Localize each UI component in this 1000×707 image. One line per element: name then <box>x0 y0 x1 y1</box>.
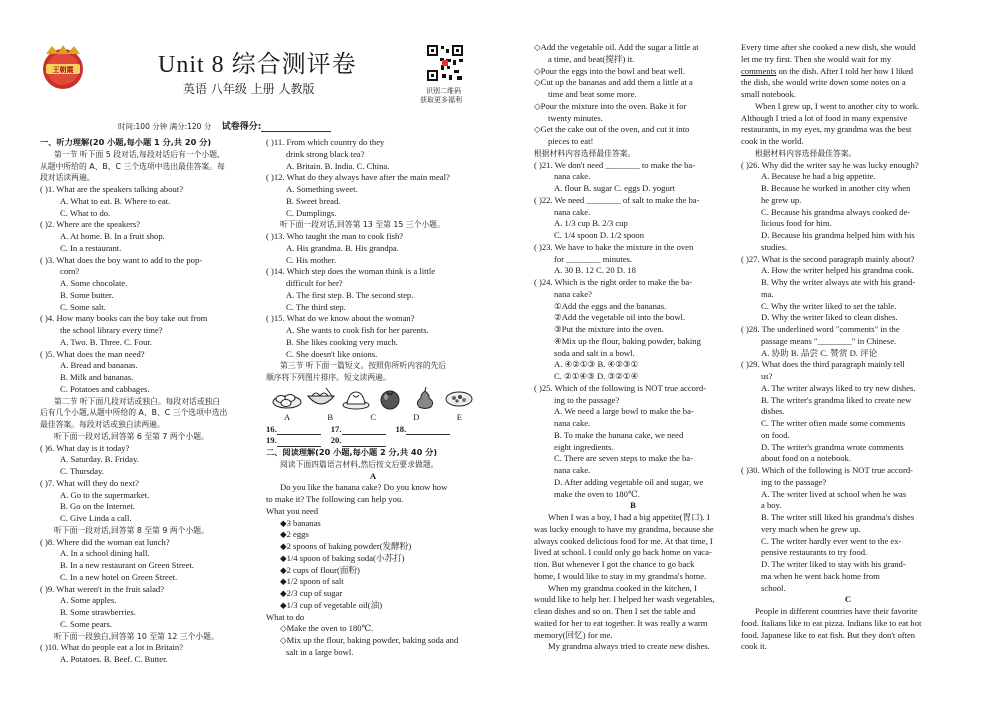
text-line: A. Something sweet. <box>286 184 358 194</box>
text-line: 二、阅读理解(20 小题,每小题 2 分,共 40 分) <box>266 447 438 457</box>
text-line: salt in a large bowl. <box>286 646 354 657</box>
text-line: ma. <box>761 288 774 299</box>
text-line: C. What to do. <box>60 207 111 218</box>
text-line: A. flour B. sugar C. eggs D. yogurt <box>554 183 676 193</box>
text-line: soda and salt in a bowl. <box>554 347 635 358</box>
text-line: C <box>844 594 852 605</box>
answer-blank[interactable]: 19. <box>266 435 321 447</box>
text-line: ( )28. The underlined word "comments" in the <box>741 324 900 334</box>
text-line: My grandma always tried to create new dishes. <box>548 641 710 652</box>
text-line: nana cake. <box>554 171 591 182</box>
text-line: B. Sweet bread. <box>286 195 341 206</box>
text-line: C. Give Linda a call. <box>60 513 132 523</box>
text-line: B <box>630 500 636 511</box>
text-line: C. In a restaurant. <box>60 242 122 253</box>
qr-code-icon[interactable] <box>426 44 464 82</box>
text-line: ( )30. Which of the following is NOT true accord- <box>741 465 913 475</box>
text-line: ( )1. What are the speakers talking about? <box>40 184 184 194</box>
text-line: When I grew up, I went to another city to work. <box>755 100 920 111</box>
text-line: A. ④②①③ B. ④②③① <box>554 359 639 370</box>
picture-label: C <box>370 411 377 422</box>
text-line: C. Some salt. <box>60 301 106 312</box>
text-line: ( )11. From which country do they <box>266 137 385 147</box>
text-line: ( )25. Which of the following is NOT true accord- <box>534 382 706 393</box>
text-line: B. Why the writer always ate with his grand- <box>761 277 916 287</box>
text-line: tion. But whenever I got the chance to go back <box>534 559 695 569</box>
text-line: ( )12. What do they always have after the main meal? <box>266 172 450 183</box>
text-line: he grew up. <box>761 194 802 205</box>
page-title: Unit 8 综合测评卷 <box>158 52 357 78</box>
text-line: ( )24. Which is the right order to make the ba- <box>534 277 693 287</box>
text-line: A. Because he had a big appetite. <box>761 171 876 182</box>
answer-blanks-row-1 <box>266 424 480 436</box>
text-line: 从题中所给的 A、B、C 三个选项中选出最佳答案。每 <box>40 161 225 171</box>
text-line: ing to the passage? <box>761 476 827 487</box>
text-line: let me try first. Then she would wait for my <box>741 53 892 64</box>
text-line: A. The writer lived at school when he was <box>761 488 907 499</box>
text-line: ( )23. We have to bake the mixture in the oven <box>534 241 694 252</box>
text-line: licious food for him. <box>761 218 832 229</box>
text-line: ◆3 bananas <box>280 517 321 528</box>
text-line: C. The writer often made some comments <box>761 418 906 428</box>
picture-label: E <box>456 411 462 422</box>
pear-picture-icon <box>410 386 440 410</box>
text-line: B. Some strawberries. <box>60 607 136 617</box>
text-line: restaurants, in my eyes, my grandma was the best <box>741 124 912 135</box>
text-line: ◇Cut up the bananas and add them a little at a <box>534 77 693 88</box>
text-line: ( )14. Which step does the woman think is a little <box>266 266 436 277</box>
text-line: A. What to eat. B. Where to eat. <box>60 195 171 206</box>
text-line: ( )4. How many books can the boy take out from <box>40 313 208 324</box>
text-line: ◆2 eggs <box>280 529 309 540</box>
text-line: about food on a notebook. <box>761 453 851 464</box>
text-line: ◇Pour the mixture into the oven. Bake it for <box>534 100 687 111</box>
text-line: A <box>369 470 377 481</box>
text-line: a time, and beat(搅拌) it. <box>548 53 635 64</box>
picture-row <box>266 384 480 412</box>
text-line: school. <box>761 582 786 593</box>
text-line: nana cake? <box>554 288 592 299</box>
text-line: to make it? The following can help you. <box>266 494 404 504</box>
logo-text: 王朝霞 <box>52 66 74 74</box>
text-line: pensive restaurants to try food. <box>761 547 868 558</box>
text-line: nana cake. <box>554 418 591 428</box>
text-line: ( )22. We need ________ of salt to make the ba- <box>534 194 700 205</box>
text-line: ◆2 spoons of baking powder(发酵粉) <box>280 541 412 551</box>
text-line: 第一节 听下面 5 段对话,每段对话后有一个小题, <box>54 149 220 159</box>
text-line: ◇Make the oven to 180℃. <box>280 623 374 634</box>
text-line: A. Saturday. B. Friday. <box>60 454 139 465</box>
text-line: ◆2/3 cup of sugar <box>280 588 343 598</box>
text-line: C. Potatoes and cabbages. <box>60 383 150 394</box>
text-line: A. We need a large bowl to make the ba- <box>554 406 694 417</box>
text-line: A. 协助 B. 品尝 C. 赞赏 D. 评论 <box>761 347 878 358</box>
text-line: food. Japanese like to eat fish. But they don't often <box>741 629 916 640</box>
text-line: the dish, she would write down some notes on a <box>741 77 906 88</box>
text-line: small notebook. <box>741 89 796 99</box>
text-line: ◆1/2 spoon of salt <box>280 576 344 587</box>
text-line: ( )15. What do we know about the woman? <box>266 313 415 324</box>
text-line: A. Potatoes. B. Beef. C. Butter. <box>60 654 168 664</box>
text-line: C. Some pears. <box>60 618 113 629</box>
text-line: waited for her to eat together. It was really a warm <box>534 617 708 628</box>
text-line: B. To make the banana cake, we need <box>554 429 684 440</box>
text-line: ( )13. Who taught the man to cook fish? <box>266 231 404 241</box>
text-line: A. At home. B. In a fruit shop. <box>60 231 165 241</box>
text-line: 段对话读两遍。 <box>40 173 95 183</box>
column-1 <box>40 137 252 666</box>
text-line: A. 1/3 cup B. 2/3 cup <box>554 218 628 229</box>
text-line: dishes. <box>761 406 785 417</box>
text-line: B. Because he worked in another city when <box>761 183 911 193</box>
text-line: 一、听力理解(20 小题,每小题 1 分,共 20 分) <box>40 137 212 147</box>
text-line: A. Britain. B. India. C. China. <box>286 160 390 171</box>
text-line: C. The third step. <box>286 301 346 312</box>
text-line: 听下面一段对话,回答第 8 至第 9 两个小题。 <box>54 525 209 535</box>
text-line: ③Put the mixture into the oven. <box>554 324 664 334</box>
text-line: What to do <box>266 611 305 622</box>
text-line: 听下面一段对话,回答第 13 至第 15 三个小题。 <box>280 220 445 230</box>
tomato-picture-icon <box>375 386 405 410</box>
text-line: a boy. <box>761 500 782 511</box>
text-line: corn? <box>60 266 80 277</box>
text-line: memory(回忆) for me. <box>534 629 613 640</box>
text-line: ing to the passage? <box>554 394 620 405</box>
text-line: ◇Pour the eggs into the bowl and beat well. <box>534 65 686 76</box>
text-line: C. In a new hotel on Green Street. <box>60 571 178 582</box>
text-line: make the oven to 180℃. <box>554 488 640 499</box>
text-line: drink strong black tea? <box>286 148 365 159</box>
text-line: ◆2 cups of flour(面粉) <box>280 564 360 575</box>
text-line: twenty minutes. <box>548 112 603 123</box>
text-line: the school library every time? <box>60 325 163 335</box>
reading-section <box>266 447 480 659</box>
column-3 <box>534 42 732 653</box>
text-line: A. The writer always liked to try new dishes. <box>761 382 916 393</box>
text-line: cook it. <box>741 641 767 652</box>
text-line: C. Thursday. <box>60 466 104 476</box>
text-line: ( )5. What does the man need? <box>40 348 145 359</box>
text-line: A. She wants to cook fish for her parents. <box>286 325 429 335</box>
column-4 <box>741 42 955 653</box>
text-line: A. Bread and bananas. <box>60 360 138 371</box>
picture-label: A <box>284 411 291 422</box>
text-line: ④Mix up the flour, baking powder, baking <box>554 335 701 346</box>
text-line: very much when he grew up. <box>761 523 861 534</box>
text-line: ( )21. We don't need ________ to make the ba- <box>534 159 696 170</box>
noodle-soup-picture-icon <box>306 386 336 410</box>
text-line: A. Some chocolate. <box>60 278 128 288</box>
text-line: A. How the writer helped his grandma cook. <box>761 265 914 276</box>
text-line: 最佳答案。每段对话或独白读两遍。 <box>40 420 165 429</box>
text-line: D. The writer liked to stay with his grand- <box>761 559 906 569</box>
text-line: ◇Mix up the flour, baking powder, baking soda and <box>280 635 459 645</box>
text-line: When I was a boy, I had a big appetite(胃口). I <box>548 512 710 522</box>
text-line: ②Add the vegetable oil into the bowl. <box>554 312 686 323</box>
text-line: ( )2. Where are the speakers? <box>40 219 141 230</box>
column-2 <box>266 137 480 659</box>
text-line: What you need <box>266 505 319 516</box>
text-line: C. His mother. <box>286 254 337 265</box>
text-line: ( )27. What is the second paragraph mainly about? <box>741 253 915 264</box>
text-line: People in different countries have their favorite <box>755 606 918 616</box>
text-line: D. The writer's grandma wrote comments <box>761 441 904 452</box>
picture-label: B <box>327 411 334 422</box>
text-line: 顺序将下列图片排序。短文读两遍。 <box>266 373 391 382</box>
text-line: on food. <box>761 429 790 440</box>
text-line: D. After adding vegetable oil and sugar, we <box>554 476 704 487</box>
dumplings-picture-icon <box>272 386 302 410</box>
answer-blank[interactable]: 18. <box>396 424 451 436</box>
text-line: ( )8. Where did the woman eat lunch? <box>40 536 170 547</box>
text-line: C. There are seven steps to make the ba- <box>554 453 693 464</box>
text-line: 第三节 听下面一篇短文。按照你所听内容的先后 <box>280 361 447 371</box>
text-line: C. 1/4 spoon D. 1/2 spoon <box>554 230 645 240</box>
listening-section-cont <box>266 137 480 384</box>
text-line: ( )26. Why did the writer say he was lucky enough? <box>741 159 919 170</box>
answer-blank[interactable]: 17. <box>331 424 386 436</box>
text-line: ◆1/3 cup of vegetable oil(油) <box>280 599 383 610</box>
text-line: Do you like the banana cake? Do you know how <box>280 482 448 493</box>
text-line: clean dishes and so on. Then I set the table and <box>534 606 696 616</box>
text-line: nana cake. <box>554 465 591 475</box>
text-line: studies. <box>761 241 788 252</box>
underlined-word: comments <box>741 65 777 76</box>
text-line: A. The first step. B. The second step. <box>286 289 414 300</box>
text-line: C. Dumplings. <box>286 207 337 218</box>
text-line: always cooked delicious food for me. At that time, I <box>534 535 713 546</box>
text-line: C. She doesn't like onions. <box>286 348 378 359</box>
text-line: ◇Get the cake out of the oven, and cut it into <box>534 124 690 135</box>
text-line: B. Milk and bananas. <box>60 372 134 382</box>
text-line: B. The writer still liked his grandma's dishes <box>761 512 915 522</box>
text-line: B. In a new restaurant on Green Street. <box>60 560 194 570</box>
text-line: A. His grandma. B. His grandpa. <box>286 242 399 253</box>
steamed-bun-picture-icon <box>341 386 371 410</box>
exam-meta <box>118 119 331 132</box>
text-line: A. Two. B. Three. C. Four. <box>60 336 152 347</box>
text-line: us? <box>761 371 773 381</box>
text-line: When my grandma cooked in the kitchen, I <box>548 582 697 593</box>
answer-blanks-row-2 <box>266 435 480 447</box>
text-line: difficult for her? <box>286 278 343 288</box>
text-line: C. Why the writer liked to set the table. <box>761 300 897 311</box>
answer-blank[interactable]: 16. <box>266 424 321 436</box>
text-line: lived at school. I could only go back home on vaca- <box>534 547 712 558</box>
text-line: ( )6. What day is it today? <box>40 442 130 453</box>
qr-caption: 识别二维码 <box>426 87 461 95</box>
text-line: 根据材料内容选择最佳答案。 <box>755 148 857 158</box>
text-line: A. 30 B. 12 C. 20 D. 18 <box>554 265 636 276</box>
text-line: eight ingredients. <box>554 441 614 452</box>
text-line: ( )3. What does the boy want to add to the pop- <box>40 254 203 265</box>
text-line: ( )9. What weren't in the fruit salad? <box>40 583 165 594</box>
page-subtitle: 英语 八年级 上册 人教版 <box>183 82 315 96</box>
text-line: ( )29. What does the third paragraph mainly tell <box>741 359 905 370</box>
text-line: B. Go on the Internet. <box>60 501 135 512</box>
text-line: C. The writer hardly ever went to the ex- <box>761 535 902 546</box>
text-line: home, I would like to stay in my grandma's home. <box>534 570 707 581</box>
text-line: would like to help her. I helped her wash vegetables, <box>534 594 715 605</box>
answer-blank[interactable]: 20. <box>331 435 386 447</box>
text-line: 第二节 听下面几段对话或独白。每段对话或独白 <box>54 396 221 406</box>
text-line: B. The writer's grandma liked to create new <box>761 394 912 405</box>
text-line: D. Because his grandma helped him with his <box>761 230 915 240</box>
text-line: 听下面一段独白,回答第 10 至第 12 三个小题。 <box>54 631 219 641</box>
text-line: A. In a school dining hall. <box>60 548 150 559</box>
text-line: ( )10. What do people eat a lot in Britain? <box>40 642 184 653</box>
score-field[interactable] <box>261 131 331 132</box>
text-line: was lucky enough to have my grandma, because she <box>534 523 714 534</box>
qr-caption-benefit: 获取更多福利 <box>420 96 462 104</box>
text-line: Every time after she cooked a new dish, she would <box>741 42 916 52</box>
score-label: 试卷得分: <box>221 122 262 132</box>
time-score-info: 时间:100 分钟 满分:120 分 <box>118 122 212 131</box>
text-line: 阅读下面四篇语言材料,然后按文后要求做题。 <box>280 459 439 469</box>
text-line: B. Some butter. <box>60 289 114 300</box>
text-line: C. ②①④③ D. ③②①④ <box>554 371 639 381</box>
text-line: ◆1/4 spoon of baking soda(小苏打) <box>280 552 405 563</box>
text-line: A. Go to the supermarket. <box>60 489 150 500</box>
text-line: cook in the world. <box>741 136 804 146</box>
text-line: D. Why the writer liked to clean dishes. <box>761 312 898 323</box>
publisher-logo <box>38 42 88 92</box>
text-line: passage means "________" in Chinese. <box>761 335 897 346</box>
text-line: food. Italians like to eat pizza. Indians like to eat hot <box>741 617 922 628</box>
text-line: 听下面一段对话,回答第 6 至第 7 两个小题。 <box>54 431 209 441</box>
text-line: 后有几个小题,从题中所给的 A、B、C 三个选项中选出 <box>40 408 228 418</box>
text-line: time and beat some more. <box>548 89 637 99</box>
text-line: comments on the dish. After I told her how I liked <box>741 65 914 76</box>
text-line: 根据材料内容选择最佳答案。 <box>534 148 636 158</box>
text-line: C. Because his grandma always cooked de- <box>761 206 911 217</box>
text-line: ma when he went back home from <box>761 570 880 581</box>
picture-labels <box>266 412 480 424</box>
text-line: Although I tried a lot of food in many expensive <box>741 112 908 123</box>
text-line: for ________ minutes. <box>554 253 633 264</box>
text-line: ( )7. What will they do next? <box>40 477 139 488</box>
text-line: ①Add the eggs and the bananas. <box>554 300 667 311</box>
rice-bowl-picture-icon <box>444 386 474 410</box>
text-line: B. She likes cooking very much. <box>286 336 398 347</box>
text-line: pieces to eat! <box>548 136 594 146</box>
text-line: nana cake. <box>554 206 591 217</box>
text-line: A. Some apples. <box>60 595 117 606</box>
text-line: ◇Add the vegetable oil. Add the sugar a little at <box>534 42 699 52</box>
picture-label: D <box>413 411 420 422</box>
